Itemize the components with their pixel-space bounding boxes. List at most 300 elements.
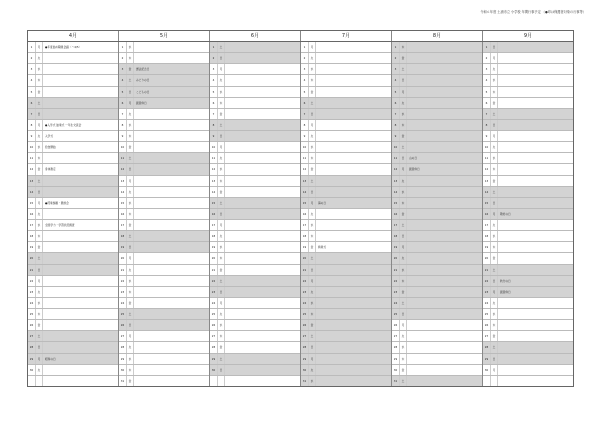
day-event	[407, 265, 482, 275]
weekday: 月	[309, 354, 316, 364]
day-row	[483, 231, 573, 242]
day-number: 12	[28, 164, 36, 174]
day-event	[407, 342, 482, 352]
day-row	[301, 276, 391, 287]
day-event	[134, 176, 209, 186]
day-row	[210, 220, 300, 231]
day-row	[119, 64, 209, 75]
day-number: 18	[210, 231, 218, 241]
day-row	[28, 320, 118, 331]
weekday: 土	[309, 253, 316, 263]
day-number: 26	[28, 320, 36, 330]
day-number: 29	[119, 354, 127, 364]
day-row	[483, 198, 573, 209]
weekday: 火	[400, 176, 407, 186]
day-event	[498, 131, 573, 141]
day-number: 14	[28, 187, 36, 197]
day-event	[316, 98, 391, 108]
day-number: 28	[210, 342, 218, 352]
day-event	[316, 365, 391, 375]
day-event	[225, 87, 300, 97]
day-row	[28, 120, 118, 131]
day-number: 19	[210, 242, 218, 252]
day-event	[407, 187, 482, 197]
day-number: 16	[301, 209, 309, 219]
day-row	[28, 164, 118, 175]
day-number: 24	[392, 298, 400, 308]
weekday: 日	[36, 187, 43, 197]
day-number: 22	[392, 276, 400, 286]
weekday: 月	[400, 320, 407, 330]
weekday: 水	[127, 42, 134, 52]
weekday: 木	[400, 120, 407, 130]
day-row	[392, 376, 482, 386]
weekday: 火	[218, 153, 225, 163]
day-number: 4	[210, 75, 218, 85]
day-event	[498, 220, 573, 230]
day-number: 27	[483, 331, 491, 341]
day-number: 1	[28, 42, 36, 52]
day-event	[407, 209, 482, 219]
day-row	[392, 198, 482, 209]
day-number: 7	[28, 109, 36, 119]
day-event	[316, 53, 391, 63]
day-number: 8	[119, 120, 127, 130]
weekday: 日	[400, 153, 407, 163]
weekday: 水	[309, 220, 316, 230]
day-number: 10	[483, 142, 491, 152]
day-number: 13	[210, 176, 218, 186]
day-event	[316, 253, 391, 263]
weekday: 水	[400, 342, 407, 352]
day-event	[316, 354, 391, 364]
day-event	[225, 98, 300, 108]
day-number: 1	[392, 42, 400, 52]
day-number: 21	[119, 265, 127, 275]
weekday: 月	[400, 164, 407, 174]
day-number: 25	[119, 309, 127, 319]
day-number: 23	[301, 287, 309, 297]
day-row	[301, 142, 391, 153]
day-number: 5	[28, 87, 36, 97]
day-row	[301, 331, 391, 342]
day-event	[134, 265, 209, 275]
weekday	[491, 376, 498, 386]
day-row	[483, 309, 573, 320]
weekday: 日	[218, 53, 225, 63]
day-number: 27	[210, 331, 218, 341]
day-number: 16	[28, 209, 36, 219]
weekday: 土	[36, 176, 43, 186]
day-row	[119, 198, 209, 209]
weekday: 金	[400, 287, 407, 297]
weekday: 水	[218, 164, 225, 174]
day-row	[210, 231, 300, 242]
day-row	[210, 42, 300, 53]
day-row	[301, 309, 391, 320]
day-number: 1	[210, 42, 218, 52]
day-row	[28, 109, 118, 120]
weekday: 水	[127, 198, 134, 208]
weekday: 水	[400, 109, 407, 119]
day-row	[392, 87, 482, 98]
day-event	[316, 265, 391, 275]
day-number: 5	[119, 87, 127, 97]
day-number: 9	[392, 131, 400, 141]
day-number: 2	[28, 53, 36, 63]
weekday: 土	[491, 342, 498, 352]
day-number: 29	[28, 354, 36, 364]
weekday: 月	[218, 220, 225, 230]
weekday: 月	[400, 242, 407, 252]
day-row	[28, 331, 118, 342]
weekday: 火	[309, 287, 316, 297]
weekday: 木	[218, 331, 225, 341]
day-event	[134, 309, 209, 319]
day-event	[316, 276, 391, 286]
day-row	[301, 220, 391, 231]
day-event	[316, 109, 391, 119]
day-number: 23	[392, 287, 400, 297]
day-number: 17	[119, 220, 127, 230]
weekday: 金	[400, 209, 407, 219]
weekday: 火	[127, 109, 134, 119]
day-row	[119, 220, 209, 231]
weekday: 日	[491, 276, 498, 286]
day-event: 山の日	[409, 156, 418, 161]
day-row	[119, 209, 209, 220]
weekday: 火	[491, 64, 498, 74]
day-row	[301, 176, 391, 187]
day-event	[43, 342, 118, 352]
day-event	[407, 120, 482, 130]
day-event	[225, 298, 300, 308]
day-row	[483, 87, 573, 98]
weekday	[218, 376, 225, 386]
day-event	[316, 342, 391, 352]
day-event	[43, 320, 118, 330]
day-event	[134, 220, 209, 230]
day-event	[43, 153, 118, 163]
day-event	[225, 164, 300, 174]
day-number: 29	[483, 354, 491, 364]
day-row	[301, 198, 391, 209]
day-row	[483, 331, 573, 342]
day-event	[407, 276, 482, 286]
weekday: 土	[218, 276, 225, 286]
weekday: 日	[218, 365, 225, 375]
day-row	[301, 64, 391, 75]
weekday: 金	[400, 365, 407, 375]
weekday: 日	[127, 87, 134, 97]
day-number: 23	[28, 287, 36, 297]
day-row	[483, 365, 573, 376]
day-event	[498, 253, 573, 263]
day-number: 18	[301, 231, 309, 241]
day-number: 17	[210, 220, 218, 230]
day-row	[301, 231, 391, 242]
day-event	[134, 253, 209, 263]
day-row	[210, 209, 300, 220]
day-event	[134, 298, 209, 308]
day-row	[210, 64, 300, 75]
day-event	[316, 187, 391, 197]
day-event: 敬老の日	[500, 211, 511, 216]
day-row	[28, 42, 118, 53]
weekday: 日	[491, 198, 498, 208]
day-row	[28, 265, 118, 276]
day-event	[134, 365, 209, 375]
day-number: 21	[392, 265, 400, 275]
day-number: 17	[28, 220, 36, 230]
day-event	[316, 120, 391, 130]
day-event	[43, 53, 118, 63]
day-number: 17	[301, 220, 309, 230]
day-number: 8	[392, 120, 400, 130]
weekday: 月	[309, 120, 316, 130]
day-row	[392, 75, 482, 86]
month-header: 7月	[301, 31, 392, 41]
day-number: 27	[28, 331, 36, 341]
weekday: 月	[309, 276, 316, 286]
day-row	[392, 98, 482, 109]
day-row	[483, 320, 573, 331]
month-column	[483, 42, 573, 386]
day-row	[210, 120, 300, 131]
month-column	[301, 42, 392, 386]
day-event	[316, 220, 391, 230]
day-number: 14	[483, 187, 491, 197]
day-event	[43, 87, 118, 97]
day-row	[119, 187, 209, 198]
day-number: 27	[392, 331, 400, 341]
day-number: 4	[28, 75, 36, 85]
month-header: 4月	[28, 31, 119, 41]
weekday: 水	[400, 265, 407, 275]
day-row	[28, 209, 118, 220]
day-event	[407, 87, 482, 97]
day-number: 25	[28, 309, 36, 319]
weekday: 金	[36, 320, 43, 330]
day-row	[483, 98, 573, 109]
weekday: 火	[218, 231, 225, 241]
weekday: 月	[127, 253, 134, 263]
day-number	[28, 376, 36, 386]
day-number: 12	[483, 164, 491, 174]
day-row	[119, 253, 209, 264]
day-number: 13	[119, 176, 127, 186]
day-event	[316, 331, 391, 341]
day-row	[392, 365, 482, 376]
day-row	[301, 354, 391, 365]
weekday: 土	[127, 231, 134, 241]
day-event	[498, 75, 573, 85]
day-event	[134, 53, 209, 63]
weekday: 木	[309, 231, 316, 241]
day-event	[225, 120, 300, 130]
day-row	[28, 64, 118, 75]
day-row	[119, 75, 209, 86]
weekday: 月	[36, 42, 43, 52]
day-row	[483, 376, 573, 386]
weekday: 水	[309, 142, 316, 152]
weekday: 火	[400, 253, 407, 263]
day-row	[210, 298, 300, 309]
day-number: 28	[483, 342, 491, 352]
day-row	[210, 109, 300, 120]
weekday: 月	[36, 276, 43, 286]
weekday: 月	[36, 354, 43, 364]
day-event	[225, 342, 300, 352]
day-row	[119, 109, 209, 120]
day-row	[210, 365, 300, 376]
day-row	[392, 209, 482, 220]
day-number: 2	[210, 53, 218, 63]
day-event	[225, 131, 300, 141]
day-event	[225, 176, 300, 186]
weekday: 火	[36, 53, 43, 63]
weekday: 火	[309, 365, 316, 375]
day-event	[407, 131, 482, 141]
day-number: 9	[28, 131, 36, 141]
day-row	[301, 53, 391, 64]
day-row	[392, 109, 482, 120]
day-event	[498, 376, 573, 386]
day-event	[316, 209, 391, 219]
weekday: 日	[400, 231, 407, 241]
day-event	[43, 365, 118, 375]
day-row	[28, 365, 118, 376]
weekday: 木	[309, 153, 316, 163]
weekday: 火	[36, 209, 43, 219]
day-event	[498, 142, 573, 152]
day-event	[225, 75, 300, 85]
day-event	[407, 142, 482, 152]
weekday: 木	[127, 53, 134, 63]
weekday: 木	[491, 164, 498, 174]
weekday: 金	[309, 164, 316, 174]
weekday: 木	[400, 354, 407, 364]
day-number: 16	[210, 209, 218, 219]
day-event	[225, 253, 300, 263]
day-row	[483, 354, 573, 365]
day-event	[134, 342, 209, 352]
weekday: 日	[36, 265, 43, 275]
weekday: 水	[491, 153, 498, 163]
day-number: 28	[392, 342, 400, 352]
day-event	[43, 376, 118, 386]
day-row	[119, 342, 209, 353]
day-event	[498, 365, 573, 375]
day-number: 24	[483, 298, 491, 308]
month-column	[28, 42, 119, 386]
day-event	[43, 253, 118, 263]
day-row	[483, 220, 573, 231]
weekday: 水	[491, 231, 498, 241]
day-event	[134, 142, 209, 152]
day-number: 30	[301, 365, 309, 375]
day-number: 23	[119, 287, 127, 297]
day-number: 14	[210, 187, 218, 197]
day-row	[210, 198, 300, 209]
weekday: 水	[127, 354, 134, 364]
day-row	[392, 131, 482, 142]
day-row	[483, 109, 573, 120]
weekday: 火	[491, 220, 498, 230]
day-event	[498, 187, 573, 197]
weekday: 木	[400, 42, 407, 52]
day-event	[407, 53, 482, 63]
day-row	[392, 142, 482, 153]
day-event: みどりの日	[136, 78, 150, 83]
day-number: 15	[210, 198, 218, 208]
day-number: 15	[392, 198, 400, 208]
document-title: 令和６年度 土浦市立 小学校 年間行事予定 （●印は保護者対象の行事等）	[480, 10, 586, 14]
day-event	[225, 376, 300, 386]
day-row	[28, 276, 118, 287]
day-row	[392, 309, 482, 320]
day-event	[498, 354, 573, 364]
day-event	[43, 64, 118, 74]
day-row	[483, 253, 573, 264]
day-event	[316, 320, 391, 330]
weekday: 金	[127, 298, 134, 308]
day-event	[225, 198, 300, 208]
weekday: 日	[491, 354, 498, 364]
day-event	[316, 376, 391, 386]
day-number: 4	[301, 75, 309, 85]
day-number: 28	[119, 342, 127, 352]
day-event: ●入学式 始業式 一年生交流会	[45, 122, 82, 127]
weekday: 木	[36, 231, 43, 241]
day-row	[483, 142, 573, 153]
day-number: 26	[119, 320, 127, 330]
weekday: 火	[400, 98, 407, 108]
day-event	[316, 87, 391, 97]
day-number: 13	[392, 176, 400, 186]
day-number: 12	[210, 164, 218, 174]
month-column	[210, 42, 301, 386]
weekday: 土	[36, 253, 43, 263]
day-number: 20	[210, 253, 218, 263]
day-row	[28, 309, 118, 320]
day-event	[134, 209, 209, 219]
day-event	[43, 331, 118, 341]
weekday: 木	[491, 242, 498, 252]
weekday: 水	[491, 75, 498, 85]
day-number: 11	[119, 153, 127, 163]
day-row	[210, 253, 300, 264]
day-event	[407, 42, 482, 52]
day-number: 7	[119, 109, 127, 119]
day-row	[28, 342, 118, 353]
day-number: 2	[301, 53, 309, 63]
day-number: 8	[301, 120, 309, 130]
day-number: 20	[301, 253, 309, 263]
day-event	[498, 109, 573, 119]
weekday: 金	[127, 142, 134, 152]
day-number: 9	[119, 131, 127, 141]
day-number: 7	[392, 109, 400, 119]
day-event	[316, 309, 391, 319]
day-event	[134, 131, 209, 141]
day-number: 17	[392, 220, 400, 230]
day-number: 18	[28, 231, 36, 241]
day-event	[498, 53, 573, 63]
weekday: 土	[36, 331, 43, 341]
day-number: 22	[301, 276, 309, 286]
day-number: 3	[301, 64, 309, 74]
